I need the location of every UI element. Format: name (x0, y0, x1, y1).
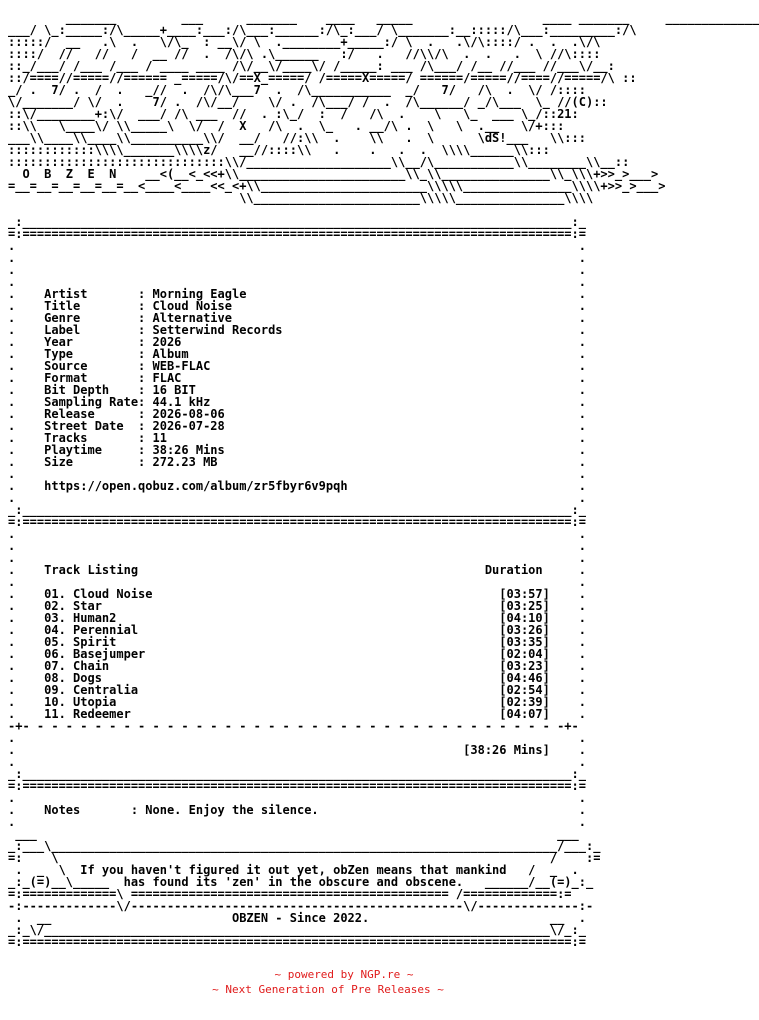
ngp-link[interactable]: ~ powered by NGP.re ~ (274, 968, 414, 981)
footer-tagline: ~ Next Generation of Pre Releases ~ (212, 983, 444, 996)
nfo-document: _______ ___ _______ ____ _____ ____ _______ _____________ ___/ \_:_____:/\_____+____:___:/\___:______:/\_:___/ \_______:__:::::/\___:_________:/\ :::::/ __ .\ . \/\_ : __\/ \ .________+_____:/ \ . .\/\::::/ . . .\/\ ::::/ // // / __ // . /\/\ .\______ :/ . //\\/\ . . . \ //\:::: ::_/___/ /___ /___ / ____ ____ /\/__\/____\/ /_____: ___ /\___/ /__ //___ //___\/__: ::/====//=====//====== _=====/\/==X_=====/ /=====X=====/ ======/=====//====//=====/\ :: _/ . 7/ . / . _// . /\/\___7 . /\___________ _/ 7/ /\ . \/ /:::: \/_______/ \/ . 7/ . /\/__/ \/ . /\___/ / . /\______/ _/\___ \_ //(C):: ::\/________+:\/ ___/ /\ ___ // . :\_/ : / /\ . \ \_ ___ \_/::21: ::\\ \____\/ \\_____\ \/ / X /\ . \_ . __/\ . \ \ .__ \/+::: ___\\____\\____\\__________\\/ __/ //:\\ . \\ . \ \dS!___ \\::: ::::::::::::\\\\_______\\\\z/ __//::::\\ . . . . \\\\______\\::: ::::::::::::::::::::::::::::::\\/____________________\\__/\___________\\________\\__:: O B Z E N __<(__<_<<+\\_______________________\\_\\_______________\\_\\\+>>_>___> =__=__=__=__=__=__<____<____<<_<+\\_______________________\\\\\_______________\\\\+>>_>___> \\_______________________\\\\\_______________\\\\ _:____________________________________________________________________________:_ =:============================================================================:= . . . . . . . . . Artist : Morning Eagle . . Title : Cloud Noise . . Genre : Alternative . . Label : Setterwind Records . . Year : 2026 . . Type : Album . . Source : WEB-FLAC . . Format : FLAC . . Bit Depth : 16 BIT . . Sampling Rate: 44.1 kHz . . Release : 2026-08-06 . . Street Date : 2026-07-28 . . Tracks : 11 . . Playtime : 38:26 Mins . . Size : 272.23 MB . . . . https://open.qobuz.com/album/zr5fbyr6v9pqh . . . _:____________________________________________________________________________:_ =:============================================================================:= . . . . . . . Track Listing Duration . . . . 01. Cloud Noise [03:57] . . 02. Star [03:25] . . 03. Human2 [04:10] . . 04. Perennial [03:26] . . 05. Spirit [03:35] . . 06. Basejumper [02:04] . . 07. Chain [03:23] . . 08. Dogs [04:46] . . 09. Centralia [02:54] . . 10. Utopia [02:39] . . 11. Redeemer [04:07] . -+- - - - - - - - - - - - - - - - - - - - - - - - - - - - - - - - - - - - - -+- . . . [38:26 Mins] . . . _:____________________________________________________________________________:_ =:============================================================================:= . . . Notes : None. Enjoy the silence. . . . ___ ___ _:___\______________________________________________________________________/___:_ =: \ / := . _ \ If you haven't figured it out yet, obZen means that mankind / _ . _:_(=)__\_____ has found its 'zen' in the obscure and obscene. ______/__(=)_:_ =:=============\ ============================================ /=============:= -:-------------\/----------------------------------------------\/--------------:- . __ OBZEN - Since 2022. __ . _:_\/______________________________________________________________________\/_:_ =:============================================================================:= (8, 11, 759, 949)
powered-by-line (16, 967, 672, 982)
